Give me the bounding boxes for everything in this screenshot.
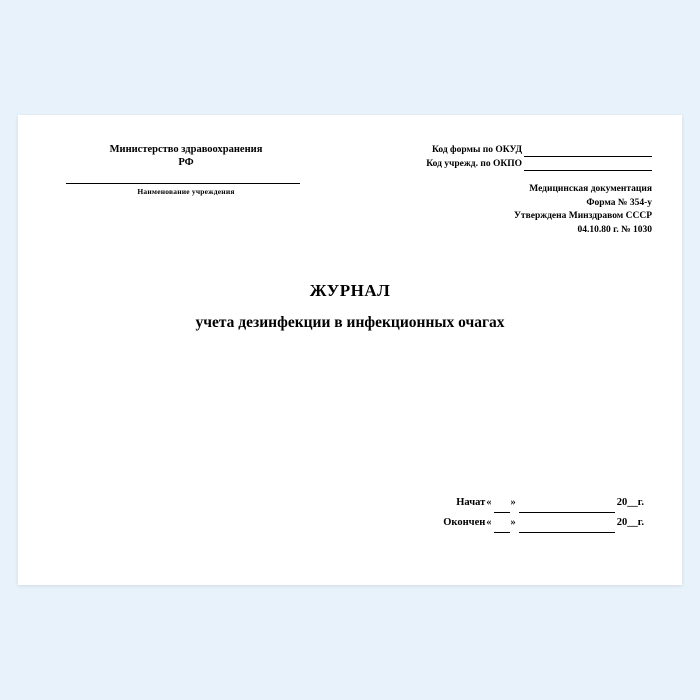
finished-label: Окончен (443, 517, 486, 528)
document-header (18, 143, 682, 253)
document-sheet (18, 115, 682, 585)
started-month-field[interactable] (519, 501, 615, 513)
started-label: Начат (456, 497, 486, 508)
title-block (18, 280, 682, 333)
finished-quote-close: » (510, 517, 516, 528)
doc-line-2: Форма № 354-у (586, 197, 652, 208)
finished-month-field[interactable] (519, 521, 615, 533)
doc-line-3: Утверждена Минздравом СССР (513, 211, 652, 221)
medical-documentation-block (342, 183, 652, 237)
code-okud-row (342, 143, 652, 157)
document-title: ЖУРНАЛ (309, 281, 391, 300)
finished-quote-open: « (486, 517, 492, 528)
code-okpo-field[interactable] (524, 160, 652, 171)
doc-line-4: 04.10.80 г. № 1030 (577, 224, 652, 235)
doc-line-1: Медицинская документация (529, 184, 652, 194)
started-quote-close: » (510, 497, 516, 508)
started-row (443, 493, 644, 513)
started-quote-open: « (486, 497, 492, 508)
code-okud-label: Код формы по ОКУД (431, 145, 522, 155)
finished-year-label: 20__г. (616, 517, 644, 528)
started-day-field[interactable] (494, 501, 510, 513)
code-okpo-label: Код учрежд. по ОКПО (426, 159, 522, 169)
document-inner (18, 115, 682, 585)
ministry-line-2: РФ (178, 157, 194, 168)
finished-day-field[interactable] (494, 521, 510, 533)
institution-block (66, 143, 306, 196)
finished-row (443, 513, 644, 533)
code-okpo-row (342, 157, 652, 171)
form-codes-block (342, 143, 652, 237)
ministry-line-1: Министерство здравоохранения (109, 144, 263, 155)
footer-dates-block (443, 493, 644, 533)
institution-name-caption: Наименование учреждения (137, 187, 235, 196)
institution-name-rule (66, 182, 300, 184)
document-subtitle: учета дезинфекции в инфекционных очагах (195, 314, 505, 331)
started-year-label: 20__г. (616, 497, 644, 508)
code-okud-field[interactable] (524, 146, 652, 157)
